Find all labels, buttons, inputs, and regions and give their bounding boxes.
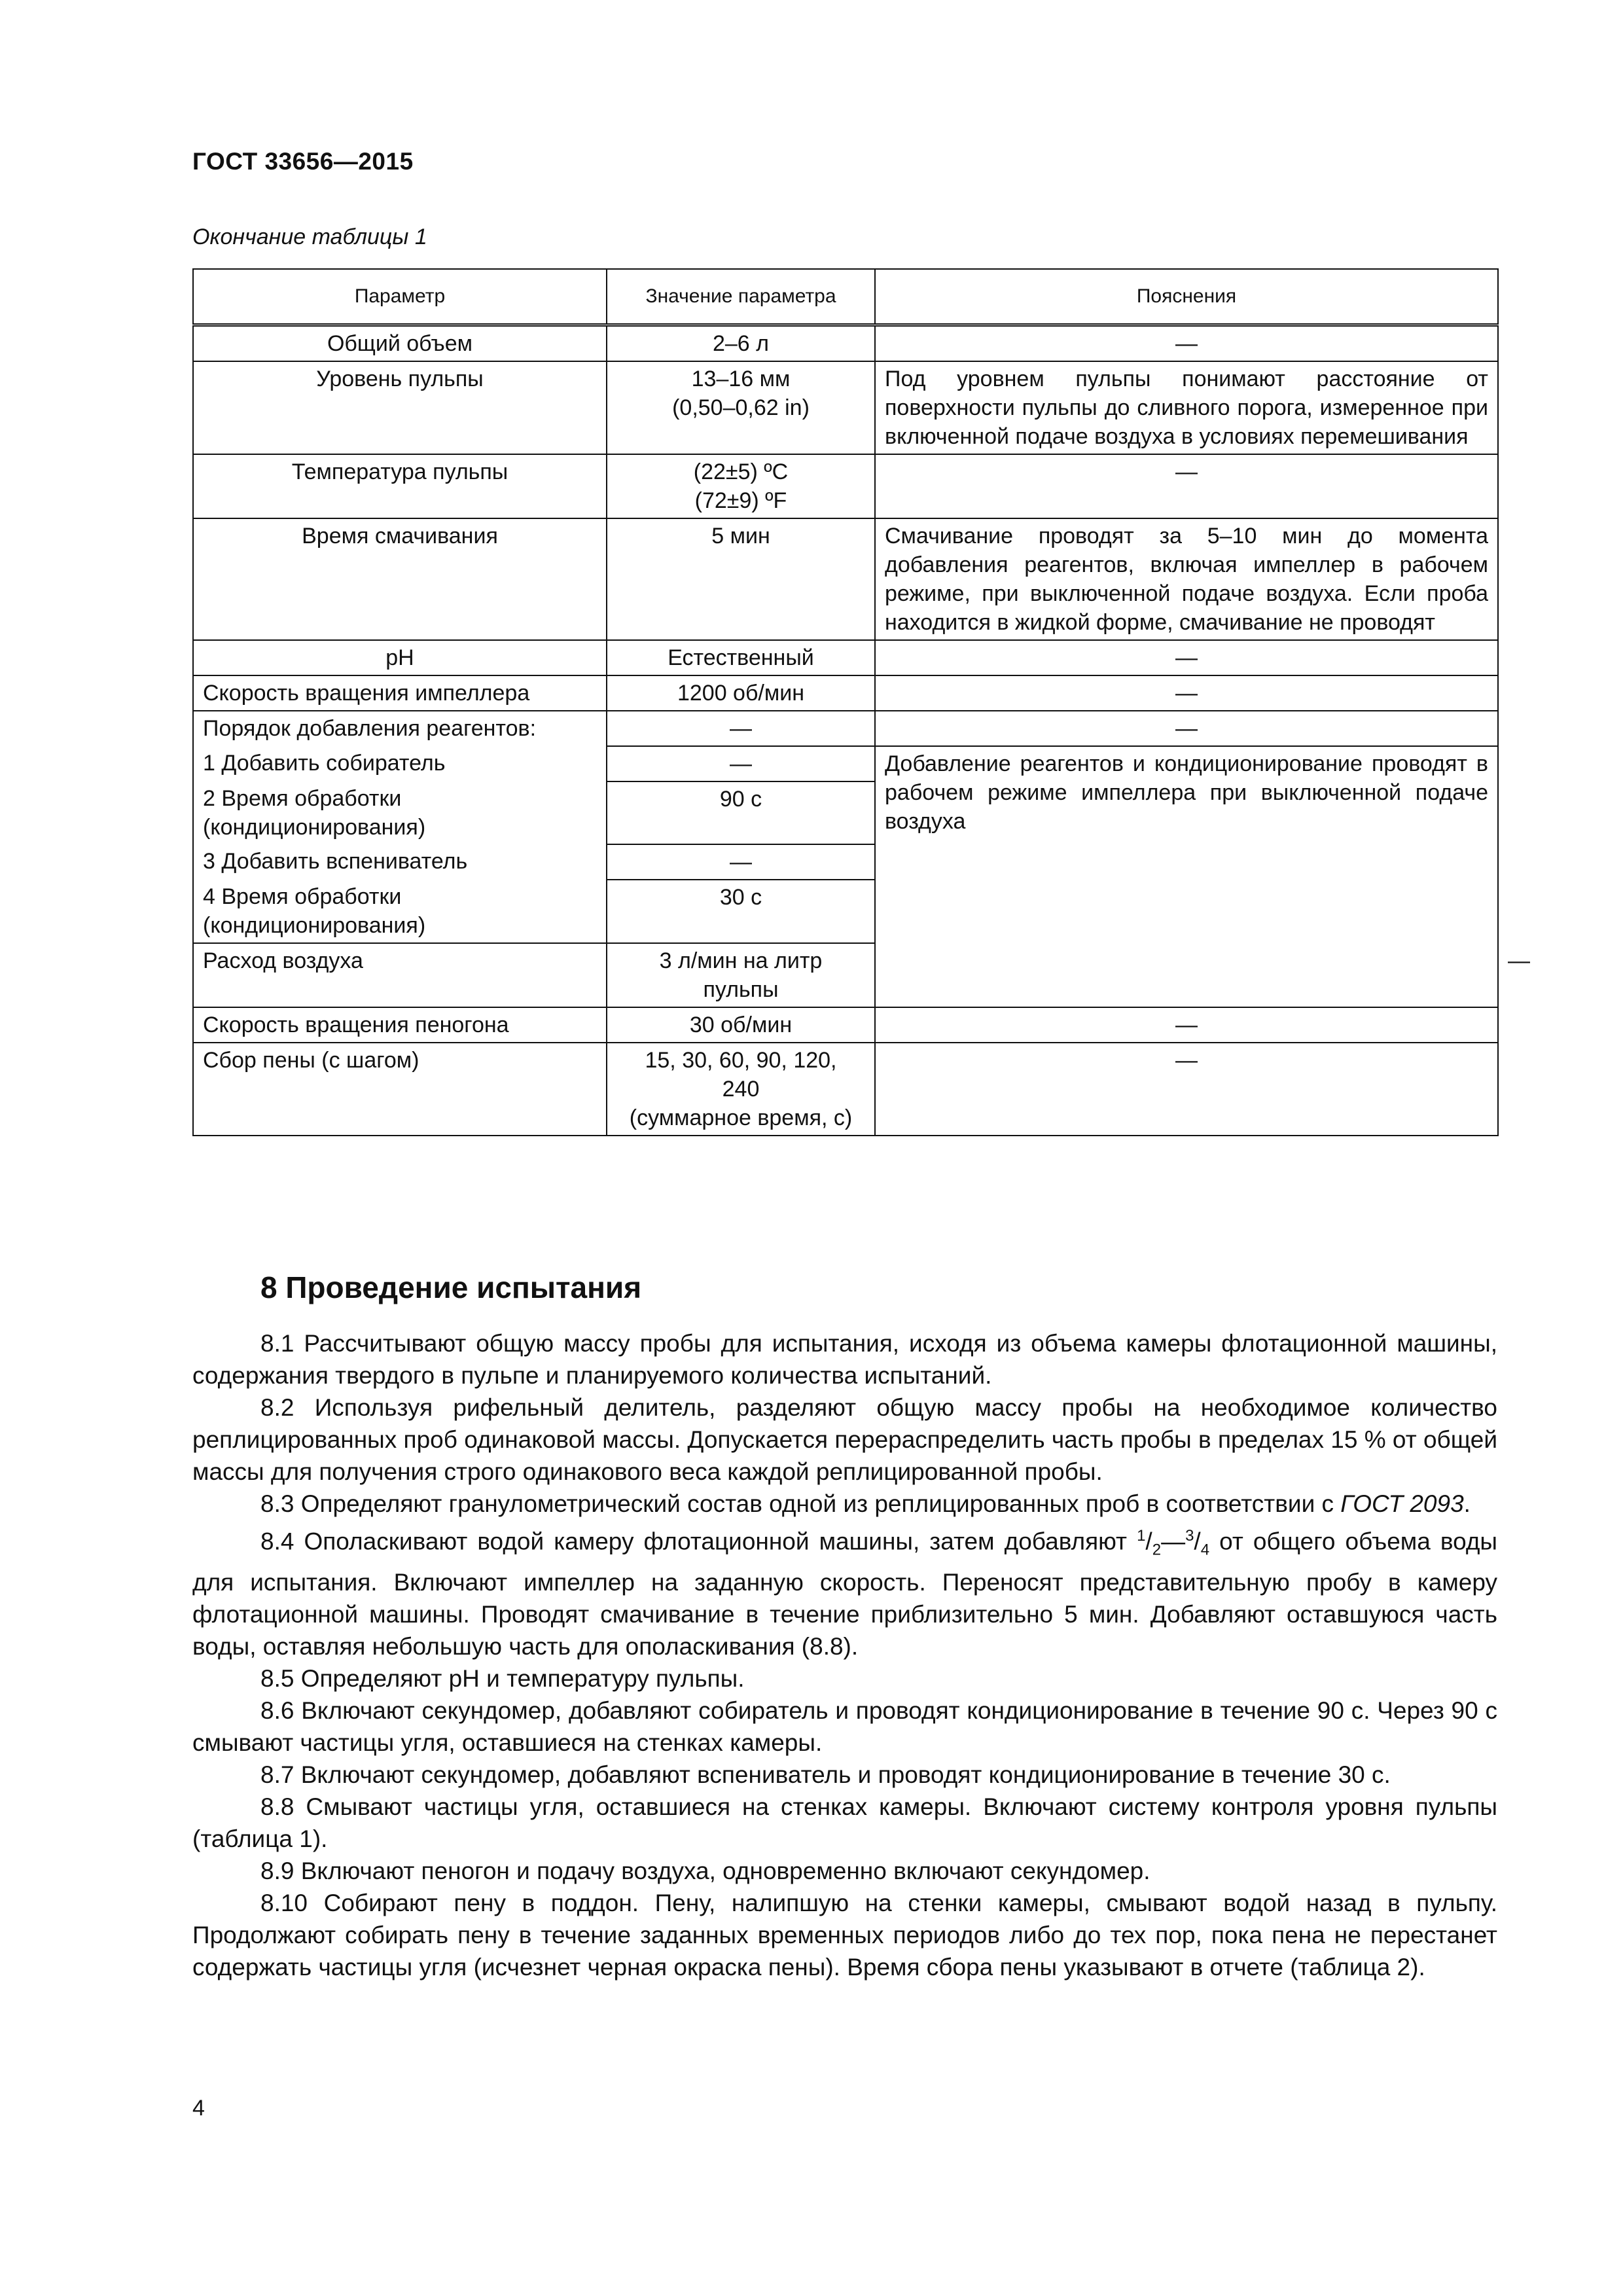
note-cell: — [875, 711, 1498, 746]
paragraph-text: 8.4 Ополаскивают водой камеру флотационной машины, затем добавляют [260, 1528, 1128, 1555]
note-cell: — [875, 675, 1498, 711]
note-cell: — [875, 325, 1498, 362]
param-cell: 2 Время обработки (кондиционирования) [193, 781, 607, 844]
fraction-numerator: 1 [1137, 1527, 1146, 1545]
table-row [193, 640, 1498, 675]
param-cell: 1 Добавить собиратель [193, 746, 607, 781]
value-cell: 13–16 мм (0,50–0,62 in) [607, 361, 875, 454]
paragraph-8-10: 8.10 Собирают пену в поддон. Пену, налипшую на стенки камеры, смывают водой назад в пульпу. Продолжают собирать пену в течение заданных временных периодов либо до тех пор, пока пена не перестанет содержать частицы угля (исчезнет черная окраска пены). Время сбора пены указывают в отчете (таблица 2). [192, 1889, 1497, 1981]
table-caption: Окончание таблицы 1 [192, 224, 427, 249]
standard-reference: ГОСТ 2093 [1340, 1490, 1464, 1517]
table-row [193, 675, 1498, 711]
param-cell: Порядок добавления реагентов: [193, 711, 607, 746]
param-cell: Скорость вращения пеногона [193, 1007, 607, 1043]
paragraph-8-5: 8.5 Определяют pH и температуру пульпы. [260, 1664, 745, 1692]
fraction-denominator: 2 [1152, 1541, 1162, 1559]
value-cell: — [607, 711, 875, 746]
param-cell: 3 Добавить вспениватель [193, 844, 607, 880]
page-number: 4 [192, 2096, 205, 2121]
column-header-notes: Пояснения [875, 269, 1498, 325]
paragraph-8-2: 8.2 Используя рифельный делитель, разделяют общую массу пробы на необходимое количество реплицированных проб одинаковой массы. Допускается перераспределить часть пробы в пределах 15 % от общей массы для получения строго одинакового веса каждой реплицированной пробы. [192, 1394, 1497, 1485]
parameters-table [192, 268, 1530, 1136]
value-cell: 1200 об/мин [607, 675, 875, 711]
note-cell: — [875, 454, 1498, 518]
table-row [193, 711, 1498, 746]
paragraph-8-3 [192, 1488, 1497, 1520]
param-cell: Общий объем [193, 325, 607, 362]
value-cell: — [607, 746, 875, 781]
paragraph-8-4: 8.4 Ополаскивают водой камеру флотационной машины, затем добавляют $^1/_2—^3/_4$ от общего объема воды для испытания. Включают импеллер на заданную скорость. Переносят представительную пробу в камеру флотационной машины. Проводят смачивание в течение приблизительно 5 мин. Добавляют оставшуюся часть воды, оставляя небольшую часть для ополаскивания (8.8). [192, 1527, 1498, 1660]
paragraph-text: от общего объема воды для испытания. Включают импеллер на заданную скорость. Переносят представительную пробу в камеру флотационной машины. Проводят смачивание в течение приблизительно 5 мин. Добавляют оставшуюся часть воды, оставляя небольшую часть для ополаскивания (8.8). [192, 1528, 1498, 1660]
note-cell: — [875, 640, 1498, 675]
column-header-value: Значение параметра [607, 269, 875, 325]
param-cell: Сбор пены (с шагом) [193, 1043, 607, 1136]
paragraph-text: . [1463, 1490, 1471, 1517]
paragraph-8-9: 8.9 Включают пеногон и подачу воздуха, одновременно включают секундомер. [260, 1857, 1150, 1884]
note-cell: — [875, 1007, 1498, 1043]
value-cell: 2–6 л [607, 325, 875, 362]
paragraph-text: 8.3 Определяют гранулометрический состав одной из реплицированных проб в соответствии с [260, 1490, 1334, 1517]
paragraph-8-7: 8.7 Включают секундомер, добавляют вспениватель и проводят кондиционирование в течение 30 с. [260, 1761, 1391, 1788]
section-8 [192, 1270, 1497, 1983]
table-row [193, 518, 1498, 640]
table-row [193, 1007, 1498, 1043]
note-cell: Добавление реагентов и кондиционирование проводят в рабочем режиме импеллера при выключенной подаче воздуха [875, 746, 1498, 1007]
table-row [193, 454, 1498, 518]
value-cell: 5 мин [607, 518, 875, 640]
table-row [193, 325, 1498, 362]
fraction-dash: — [1161, 1528, 1186, 1555]
param-cell: Температура пульпы [193, 454, 607, 518]
value-cell: 30 об/мин [607, 1007, 875, 1043]
table-row: Расход воздуха 3 л/мин на литр пульпы — [193, 943, 1498, 1007]
note-cell: Под уровнем пульпы понимают расстояние от поверхности пульпы до сливного порога, измеренное при включенной подаче воздуха в условиях перемешивания [875, 361, 1498, 454]
paragraph-8-1: 8.1 Рассчитывают общую массу пробы для испытания, исходя из объема камеры флотационной машины, содержания твердого в пульпе и планируемого количества испытаний. [192, 1330, 1497, 1389]
param-cell: Уровень пульпы [193, 361, 607, 454]
section-title: 8 Проведение испытания [260, 1270, 642, 1304]
value-cell: — [607, 844, 875, 880]
value-cell: 3 л/мин на литр пульпы [607, 943, 875, 1007]
column-header-parameter: Параметр [193, 269, 607, 325]
param-cell: 4 Время обработки (кондиционирования) [193, 880, 607, 943]
paragraph-8-6: 8.6 Включают секундомер, добавляют собиратель и проводят кондиционирование в течение 90 с. Через 90 с смывают частицы угля, оставшиеся на стенках камеры. [192, 1696, 1497, 1756]
param-cell: Время смачивания [193, 518, 607, 640]
table-row [193, 746, 1498, 781]
value-cell: 30 с [607, 880, 875, 943]
note-cell: Смачивание проводят за 5–10 мин до момента добавления реагентов, включая импеллер в рабочем режиме, при выключенной подаче воздуха. Если проба находится в жидкой форме, смачивание не проводят [875, 518, 1498, 640]
document-code: ГОСТ 33656—2015 [192, 148, 414, 175]
param-cell: pH [193, 640, 607, 675]
fraction-denominator: 4 [1200, 1541, 1210, 1559]
value-cell: Естественный [607, 640, 875, 675]
fraction-numerator: 3 [1185, 1527, 1194, 1545]
value-cell: (22±5) ºC (72±9) ºF [607, 454, 875, 518]
table-header-row [193, 269, 1498, 325]
paragraph-8-8: 8.8 Смывают частицы угля, оставшиеся на стенках камеры. Включают систему контроля уровня пульпы (таблица 1). [192, 1793, 1497, 1852]
param-cell: Скорость вращения импеллера [193, 675, 607, 711]
note-cell: — [875, 1043, 1498, 1136]
value-cell: 90 с [607, 781, 875, 844]
value-cell: 15, 30, 60, 90, 120, 240 (суммарное время, с) [607, 1043, 875, 1136]
table-row [193, 1043, 1498, 1136]
param-cell: Расход воздуха [193, 943, 607, 1007]
table-row [193, 361, 1498, 454]
